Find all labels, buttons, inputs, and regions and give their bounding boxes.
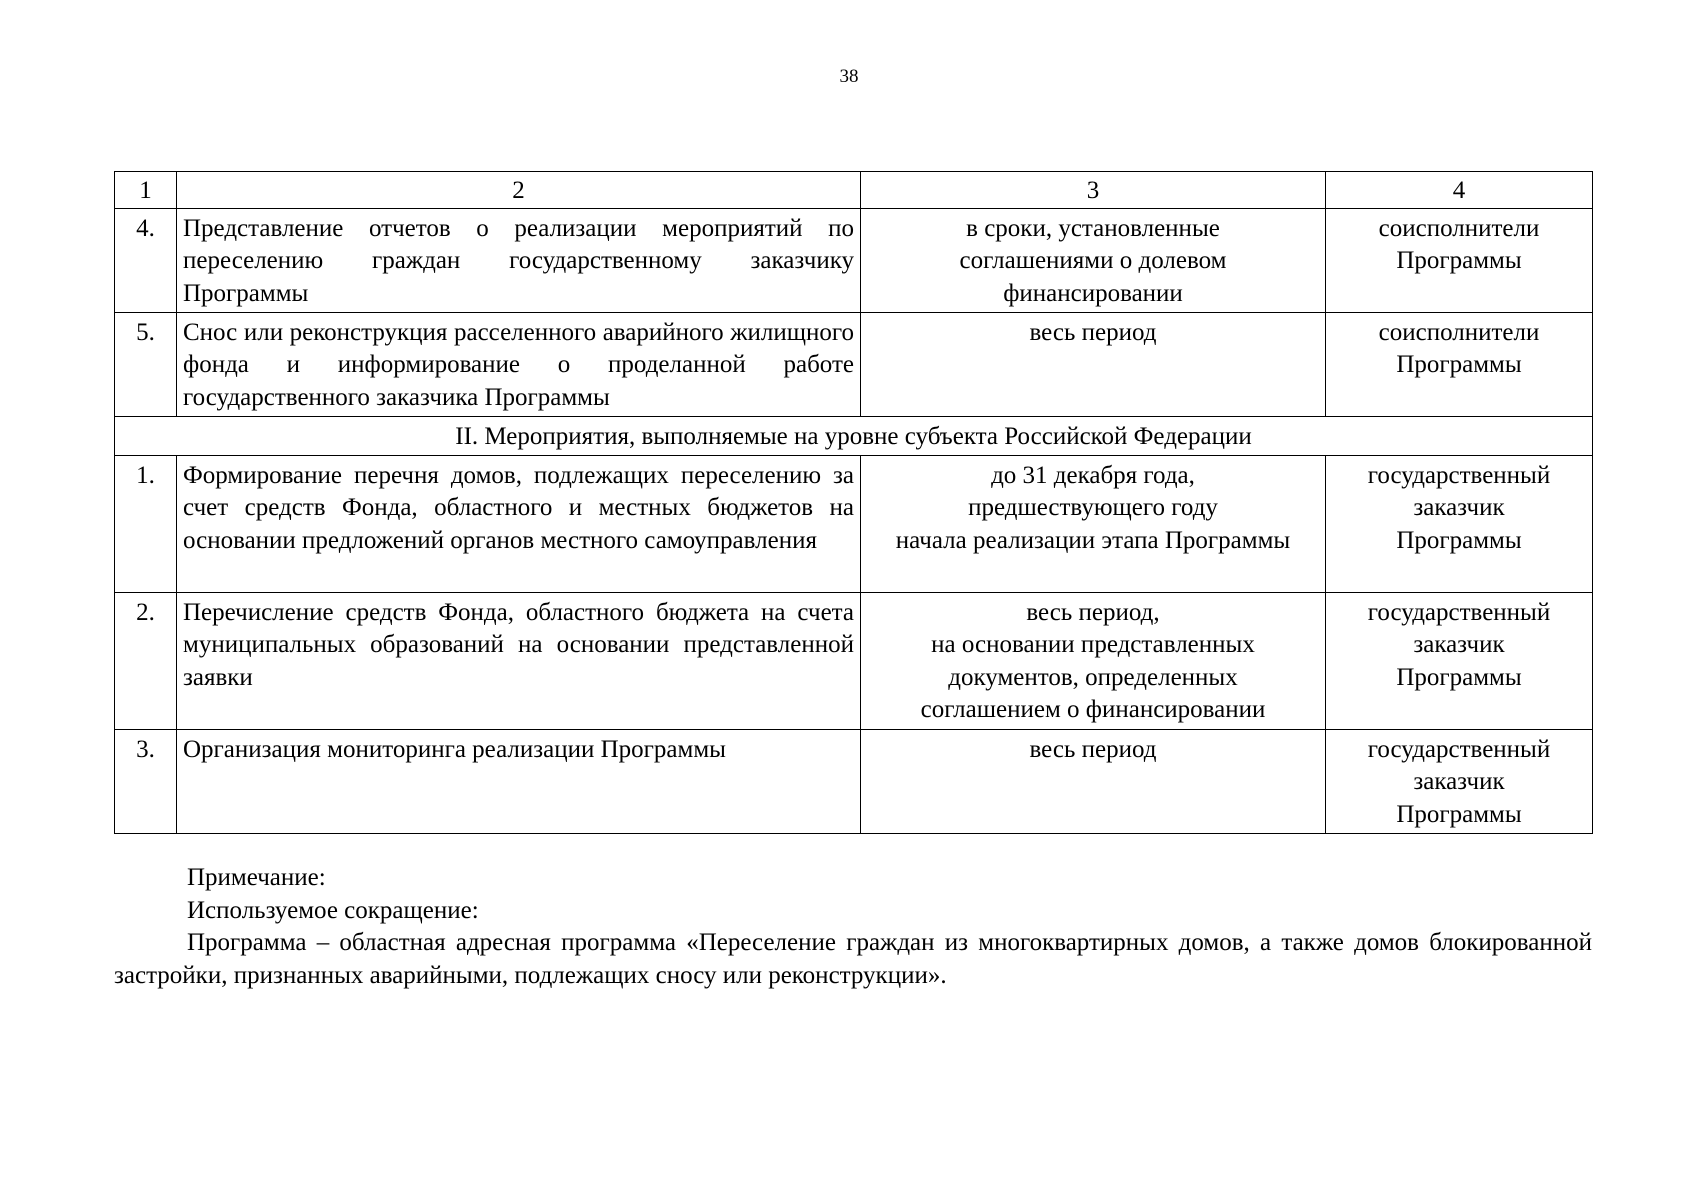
term-line: весь период [1029,735,1157,763]
table-row [115,208,1593,312]
note-text: Программа – областная адресная программа «Переселение граждан из многоквартирных домов, а также домов блокированной застройки, признанных аварийными, подлежащих сносу или реконструкции». [114,929,1592,989]
term-line: на основании представленных [931,631,1255,658]
table-row [115,312,1593,416]
activities-table [114,171,1593,834]
term-line: соглашением о финансировании [920,696,1266,723]
page-number: 38 [839,66,859,87]
term-line: весь период [1029,318,1157,346]
executor-line: соисполнители [1378,214,1540,242]
event-cell: Организация мониторинга реализации Программы [177,729,861,833]
executor-line: заказчик [1413,768,1505,795]
executor-line: заказчик [1413,494,1505,521]
executor-cell [1326,208,1593,312]
executor-line: Программы [1396,351,1522,378]
section-title: II. Мероприятия, выполняемые на уровне субъекта Российской Федерации [115,416,1593,455]
term-line: соглашениями о долевом [959,247,1227,274]
term-line: финансировании [1003,279,1183,307]
row-number: 1. [115,455,177,592]
executor-line: Программы [1396,247,1522,274]
note-subtitle: Используемое сокращение: [187,896,479,924]
term-cell [861,729,1326,833]
event-cell: Перечисление средств Фонда, областного бюджета на счета муниципальных образований на основании представленной заявки [177,592,861,729]
term-cell [861,208,1326,312]
row-number: 2. [115,592,177,729]
column-header: 3 [861,172,1326,209]
row-number: 5. [115,312,177,416]
executor-line: Программы [1396,800,1522,828]
executor-cell [1326,592,1593,729]
column-header: 4 [1326,172,1593,209]
term-line: до 31 декабря года, [991,461,1195,489]
table-header-row [115,172,1593,209]
term-line: предшествующего году [968,494,1218,521]
row-number: 3. [115,729,177,833]
executor-line: заказчик [1413,631,1505,658]
term-line: в сроки, установленные [966,214,1220,242]
note-title: Примечание: [187,864,326,891]
term-line: весь период, [1026,598,1160,626]
table-row [115,729,1593,833]
note-block [114,862,1592,992]
executor-cell [1326,729,1593,833]
executor-line: государственный [1367,461,1551,489]
term-line: начала реализации этапа Программы [895,526,1291,554]
term-cell [861,455,1326,592]
term-line: документов, определенных [948,663,1238,691]
executor-line: Программы [1396,526,1522,554]
executor-cell [1326,312,1593,416]
executor-line: государственный [1367,598,1551,626]
table-row [115,592,1593,729]
executor-cell [1326,455,1593,592]
column-header: 2 [177,172,861,209]
executor-line: Программы [1396,663,1522,691]
row-number: 4. [115,208,177,312]
section-heading-row [115,416,1593,455]
executor-line: соисполнители [1378,318,1540,346]
executor-line: государственный [1367,735,1551,763]
event-cell: Представление отчетов о реализации мероприятий по переселению граждан государственному заказчику Программы [177,208,861,312]
column-header: 1 [115,172,177,209]
term-cell [861,312,1326,416]
event-cell: Снос или реконструкция расселенного аварийного жилищного фонда и информирование о проделанной работе государственного заказчика Программы [177,312,861,416]
event-cell: Формирование перечня домов, подлежащих переселению за счет средств Фонда, областного и местных бюджетов на основании предложений органов местного самоуправления [177,455,861,592]
term-cell [861,592,1326,729]
table-row [115,455,1593,592]
